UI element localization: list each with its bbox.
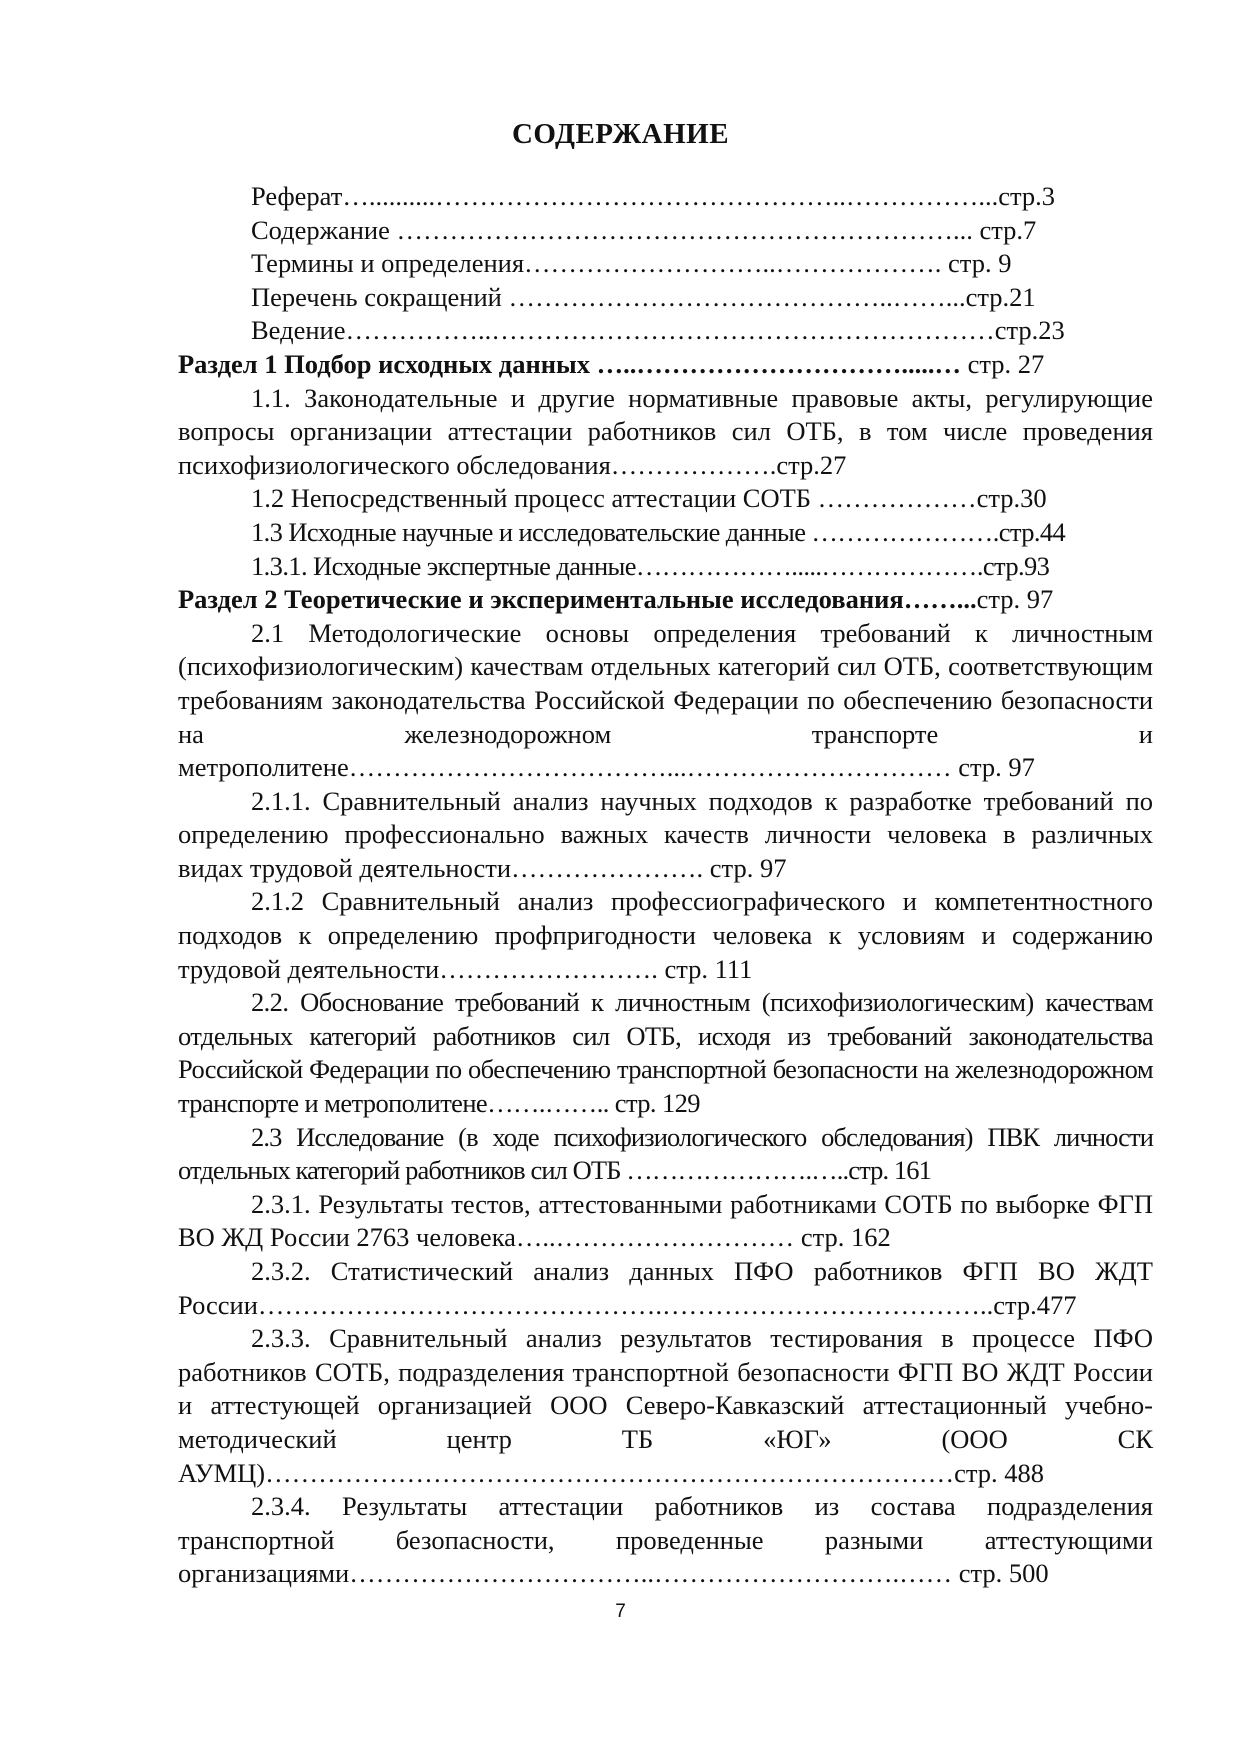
toc-entry-text: 1.1. Законодательные и другие нормативные правовые акты, регулирующие вопросы организации аттестации работников сил ОТБ, в том числе проведения психофизиологического обследования………………. xyxy=(178,382,1153,480)
toc-entry xyxy=(178,1188,1153,1255)
toc-entry-text: 2.3.2. Статистический анализ данных ПФО работников ФГП ВО ЖДТ России……………………………………….……………………………….. xyxy=(178,1256,1153,1320)
toc-entry-text: 1.3 Исходные научные и исследовательские данные …………………. xyxy=(251,516,999,547)
toc-entry-text: Раздел 1 Подбор исходных данных …..………………………….....… xyxy=(178,348,968,379)
toc-entry-page: стр.44 xyxy=(998,516,1066,547)
toc-entry-page: стр. 27 xyxy=(967,348,1045,379)
toc-entry-page: стр.30 xyxy=(976,483,1047,514)
toc-entry xyxy=(178,516,1153,550)
toc-entry-page: стр. 97 xyxy=(958,752,1035,783)
toc-entry xyxy=(178,247,1153,281)
toc-entry-text: Реферат…..........………………………………………..……………... xyxy=(251,181,999,211)
toc-entry-text: Содержание ………………………………………………………... xyxy=(251,214,980,245)
toc-entry xyxy=(178,785,1153,886)
toc-entry-text: 2.1.2 Сравнительный анализ профессиографического и компетентностного подходов к определению профпригодности человека к условиям и содержанию трудовой деятельности……………………. xyxy=(178,886,1153,984)
toc-section-heading xyxy=(178,583,1153,617)
toc-entry-text: 1.2 Непосредственный процесс аттестации СОТБ ……………… xyxy=(251,483,977,514)
toc-entry-page: стр. 500 xyxy=(958,1558,1049,1589)
toc-entry xyxy=(178,180,1153,214)
toc-entry xyxy=(178,1322,1153,1490)
toc-entry-text: 2.3.1. Результаты тестов, аттестованными работниками СОТБ по выборке ФГП ВО ЖД России 2763 человека…..……………………… xyxy=(178,1188,1153,1253)
toc-entry-page: стр. 161 xyxy=(848,1155,931,1186)
toc-entry-page: стр.477 xyxy=(993,1289,1077,1320)
toc-entry-text: 2.1.1. Сравнительный анализ научных подходов к разработке требований по определению профессионально важных качеств личности человека в различных видах трудовой деятельности…………………. xyxy=(178,785,1153,883)
toc-entry-page: стр.27 xyxy=(776,449,847,480)
toc-entry xyxy=(178,1255,1153,1322)
toc-entry-text: 2.3.4. Результаты аттестации работников из состава подразделения транспортной безопасности, проведенные разными аттестующими организациями……………………………..……………………….…… xyxy=(178,1491,1153,1589)
toc-entry-page: стр.21 xyxy=(965,281,1036,312)
toc-entry-text: Ведение……………..………………………………………………… xyxy=(251,315,995,346)
toc-entry xyxy=(178,550,1153,584)
toc-entry-text: Перечень сокращений ……………………………………..……... xyxy=(251,281,966,312)
toc-entry-page: стр.3 xyxy=(998,181,1055,211)
toc-entry-page: стр. 129 xyxy=(614,1088,700,1119)
toc-entry xyxy=(178,214,1153,248)
page-number: 7 xyxy=(615,1601,626,1622)
toc-entry xyxy=(178,617,1153,785)
toc-entry-text: 2.3 Исследование (в ходе психофизиологического обследования) ПВК личности отдельных категорий работников сил ОТБ ………………….….. xyxy=(178,1121,1153,1186)
toc-entry-page: стр. 97 xyxy=(976,584,1054,615)
toc-entry xyxy=(178,986,1153,1120)
page-title: СОДЕРЖАНИЕ xyxy=(511,118,730,150)
toc-entry-text: 2.3.3. Сравнительный анализ результатов тестирования в процессе ПФО работников СОТБ, подразделения транспортной безопасности ФГП ВО ЖДТ России и аттестующей организацией ООО Северо-Кавказский аттестационный учебно-методический центр ТБ «ЮГ» (ООО СК АУМЦ)…………………………………………………………………… xyxy=(178,1323,1153,1488)
toc-entry-text: Раздел 2 Теоретические и экспериментальные исследования……... xyxy=(178,584,977,615)
toc-entry xyxy=(178,281,1153,315)
toc-entry xyxy=(178,314,1153,348)
table-of-contents xyxy=(178,180,1153,1591)
toc-entry-text: 1.3.1. Исходные экспертные данные……………….....………………. xyxy=(251,550,983,581)
toc-section-heading xyxy=(178,348,1153,382)
toc-entry-page: стр. 162 xyxy=(800,1222,891,1253)
toc-entry-text: 2.1 Методологические основы определения требований к личностным (психофизиологическим) качествам отдельных категорий сил ОТБ, соответствующим требованиям законодательства Российской Федерации по обеспечению безопасности на железнодорожном транспорте и метрополитене………………………………...………………………… xyxy=(178,617,1153,783)
toc-entry-page: стр.23 xyxy=(994,315,1065,346)
toc-entry xyxy=(178,1490,1153,1591)
toc-entry-page: стр. 111 xyxy=(664,953,753,984)
toc-entry-page: стр. 9 xyxy=(948,248,1012,279)
toc-entry-page: стр.7 xyxy=(979,214,1037,245)
toc-entry-text: Термины и определения………………………..………………. xyxy=(251,248,949,279)
toc-entry xyxy=(178,1121,1153,1188)
toc-entry xyxy=(178,382,1153,483)
toc-entry-page: стр.93 xyxy=(982,550,1050,581)
toc-entry-page: стр. 488 xyxy=(954,1457,1045,1488)
toc-entry xyxy=(178,482,1153,516)
toc-entry xyxy=(178,885,1153,986)
toc-entry-text: 2.2. Обоснование требований к личностным (психофизиологическим) качествам отдельных категорий работников сил ОТБ, исходя из требований законодательства Российской Федерации по обеспечению транспортной безопасности на железнодорожном транспорте и метрополитене…….…….. xyxy=(178,987,1153,1119)
toc-entry-page: стр. 97 xyxy=(709,852,787,883)
